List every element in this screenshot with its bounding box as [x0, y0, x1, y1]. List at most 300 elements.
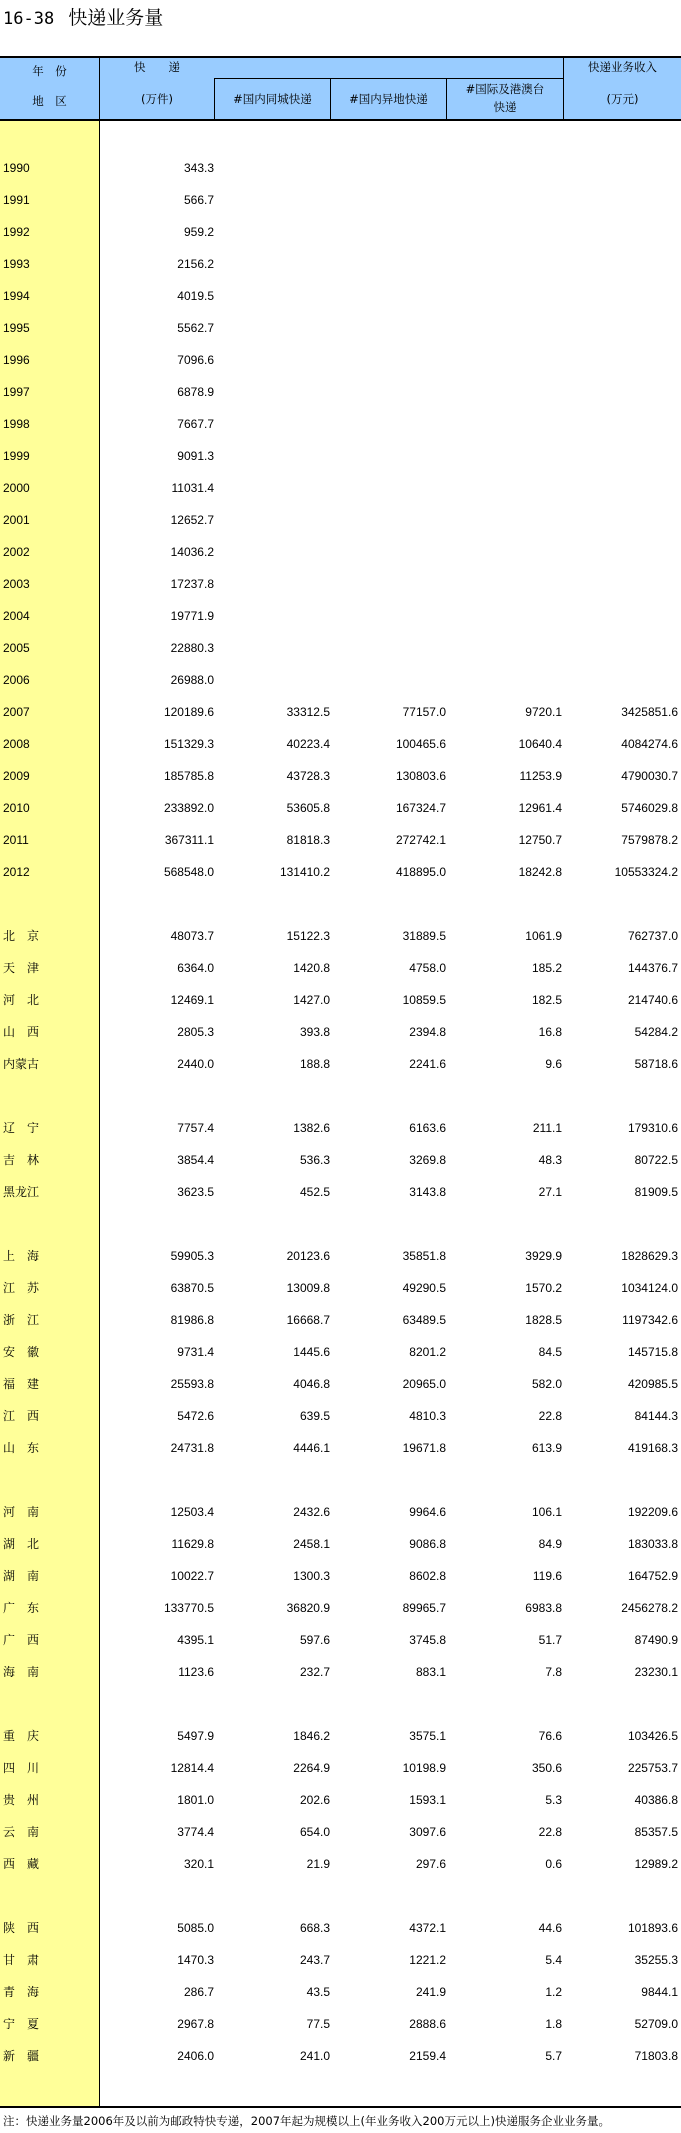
- intra-city-cell: 597.6: [299, 1633, 330, 1647]
- international-cell: 1570.2: [525, 1281, 562, 1295]
- inter-city-cell: 2888.6: [409, 2017, 446, 2031]
- intra-city-cell: 202.6: [299, 1793, 330, 1807]
- inter-city-cell: 1221.2: [409, 1953, 446, 1967]
- inter-city-cell: 8201.2: [409, 1345, 446, 1359]
- inter-city-cell: 3745.8: [409, 1633, 446, 1647]
- table-row: [0, 504, 681, 536]
- express-volume-cell: 11629.8: [171, 1537, 214, 1551]
- intra-city-cell: 1300.3: [293, 1569, 330, 1583]
- intra-city-header: #国内同城快递: [233, 92, 312, 106]
- revenue-cell: 4790030.7: [621, 769, 678, 783]
- table-row: [0, 632, 681, 664]
- row-label: 2002: [3, 545, 30, 559]
- table-row: [0, 312, 681, 344]
- table-row: [0, 2040, 681, 2072]
- international-cell: 84.5: [538, 1345, 562, 1359]
- table-row: [0, 152, 681, 184]
- row-label: 2008: [3, 737, 30, 751]
- row-label: 陕 西: [3, 1921, 40, 1935]
- revenue-cell: 52709.0: [634, 2017, 678, 2031]
- intra-city-cell: 1427.0: [293, 993, 330, 1007]
- intra-city-cell: 77.5: [306, 2017, 330, 2031]
- express-volume-cell: 25593.8: [170, 1377, 214, 1391]
- revenue-cell: 179310.6: [627, 1121, 678, 1135]
- revenue-cell: 84144.3: [634, 1409, 678, 1423]
- row-label: 2011: [3, 833, 29, 847]
- revenue-cell: 1034124.0: [621, 1281, 678, 1295]
- inter-city-cell: 3097.6: [409, 1825, 446, 1839]
- row-label: 2007: [3, 705, 30, 719]
- row-label: 广 东: [3, 1601, 40, 1615]
- revenue-cell: 762737.0: [627, 929, 678, 943]
- intra-city-cell: 36820.9: [286, 1601, 330, 1615]
- inter-city-cell: 89965.7: [402, 1601, 446, 1615]
- revenue-cell: 9844.1: [641, 1985, 678, 1999]
- revenue-cell: 71803.8: [634, 2049, 678, 2063]
- table-row: [0, 1912, 681, 1944]
- international-cell: 1.8: [545, 2017, 562, 2031]
- international-cell: 10640.4: [518, 737, 562, 751]
- spacer-row: [0, 1464, 681, 1496]
- inter-city-header: #国内异地快递: [349, 92, 428, 106]
- table-row: [0, 920, 681, 952]
- table-row: [0, 1240, 681, 1272]
- international-cell: 1061.9: [525, 929, 562, 943]
- row-label: 海 南: [3, 1665, 40, 1679]
- table-row: [0, 1368, 681, 1400]
- revenue-cell: 54284.2: [634, 1025, 678, 1039]
- express-volume-cell: 10022.7: [170, 1569, 214, 1583]
- row-label: 福 建: [3, 1377, 40, 1391]
- intra-city-cell: 53605.8: [286, 801, 330, 815]
- revenue-cell: 1828629.3: [621, 1249, 678, 1263]
- table-row: [0, 952, 681, 984]
- express-volume-cell: 2406.0: [177, 2049, 214, 2063]
- international-cell: 1.2: [545, 1985, 562, 1999]
- table-row: [0, 2008, 681, 2040]
- express-volume-cell: 1470.3: [177, 1953, 214, 1967]
- inter-city-cell: 297.6: [415, 1857, 446, 1871]
- intra-city-cell: 2264.9: [293, 1761, 330, 1775]
- row-label: 山 西: [3, 1025, 40, 1039]
- table-row: [0, 216, 681, 248]
- intra-city-cell: 131410.2: [279, 865, 330, 879]
- international-cell: 119.6: [532, 1569, 562, 1583]
- international-header-line2: 快递: [493, 100, 517, 114]
- table-row: [0, 1720, 681, 1752]
- international-cell: 3929.9: [525, 1249, 562, 1263]
- table-title: [3, 6, 163, 31]
- express-volume-cell: 367311.1: [164, 833, 214, 847]
- intra-city-cell: 1846.2: [293, 1729, 330, 1743]
- intra-city-cell: 241.0: [299, 2049, 330, 2063]
- intra-city-cell: 452.5: [299, 1185, 330, 1199]
- intra-city-cell: 654.0: [299, 1825, 330, 1839]
- express-volume-cell: 4019.5: [177, 289, 214, 303]
- table-row: [0, 408, 681, 440]
- inter-city-cell: 9964.6: [409, 1505, 446, 1519]
- express-header: 快 递: [134, 60, 180, 74]
- inter-city-cell: 2394.8: [409, 1025, 446, 1039]
- row-label: 西 藏: [3, 1857, 40, 1871]
- international-cell: 5.3: [545, 1793, 562, 1807]
- express-volume-cell: 343.3: [183, 161, 214, 175]
- intra-city-cell: 21.9: [306, 1857, 330, 1871]
- revenue-cell: 103426.5: [627, 1729, 678, 1743]
- revenue-cell: 23230.1: [634, 1665, 678, 1679]
- row-label: 1990: [3, 161, 30, 175]
- revenue-unit: (万元): [606, 92, 639, 106]
- express-volume-cell: 22880.3: [170, 641, 214, 655]
- international-cell: 12961.4: [518, 801, 562, 815]
- row-label: 黑龙江: [3, 1185, 40, 1199]
- international-cell: 11253.9: [519, 769, 562, 783]
- table-row: [0, 1304, 681, 1336]
- inter-city-cell: 49290.5: [402, 1281, 446, 1295]
- revenue-cell: 35255.3: [634, 1953, 678, 1967]
- row-label: 2001: [3, 513, 30, 527]
- inter-city-cell: 10198.9: [402, 1761, 446, 1775]
- revenue-cell: 80722.5: [634, 1153, 678, 1167]
- row-label: 1995: [3, 321, 30, 335]
- row-label: 四 川: [3, 1761, 40, 1775]
- express-volume-cell: 151329.3: [163, 737, 214, 751]
- row-label: 2009: [3, 769, 30, 783]
- row-label: 河 北: [3, 993, 40, 1007]
- express-volume-cell: 4395.1: [177, 1633, 214, 1647]
- revenue-cell: 12989.2: [634, 1857, 678, 1871]
- express-volume-cell: 1123.6: [178, 1665, 214, 1679]
- inter-city-cell: 130803.6: [395, 769, 446, 783]
- table-row: [0, 984, 681, 1016]
- table-row: [0, 440, 681, 472]
- inter-city-cell: 3575.1: [409, 1729, 446, 1743]
- express-volume-cell: 12814.4: [170, 1761, 214, 1775]
- international-cell: 22.8: [538, 1409, 562, 1423]
- revenue-cell: 7579878.2: [621, 833, 678, 847]
- international-cell: 6983.8: [525, 1601, 562, 1615]
- express-volume-cell: 17237.8: [170, 577, 214, 591]
- international-cell: 211.1: [532, 1121, 562, 1135]
- international-cell: 9.6: [545, 1057, 562, 1071]
- revenue-cell: 87490.9: [634, 1633, 678, 1647]
- row-label: 2012: [3, 865, 30, 879]
- intra-city-cell: 2432.6: [293, 1505, 330, 1519]
- table-number: 16-38: [3, 9, 55, 29]
- inter-city-cell: 10859.5: [402, 993, 446, 1007]
- inter-city-cell: 2241.6: [409, 1057, 446, 1071]
- express-volume-cell: 3854.4: [177, 1153, 214, 1167]
- express-volume-cell: 133770.5: [163, 1601, 214, 1615]
- table-row: [0, 664, 681, 696]
- table-row: [0, 1656, 681, 1688]
- table-row: [0, 1784, 681, 1816]
- row-label: 浙 江: [3, 1313, 40, 1327]
- inter-city-cell: 100465.6: [395, 737, 446, 751]
- revenue-cell: 101893.6: [627, 1921, 678, 1935]
- row-label: 云 南: [3, 1825, 40, 1839]
- table-row: [0, 728, 681, 760]
- express-volume-cell: 9731.4: [177, 1345, 214, 1359]
- table-row: [0, 1272, 681, 1304]
- row-label: 宁 夏: [3, 2017, 40, 2031]
- inter-city-cell: 77157.0: [402, 705, 446, 719]
- express-volume-cell: 24731.8: [170, 1441, 214, 1455]
- intra-city-cell: 393.8: [299, 1025, 330, 1039]
- row-label: 1993: [3, 257, 30, 271]
- row-label: 江 苏: [3, 1281, 40, 1295]
- row-label: 天 津: [3, 961, 40, 975]
- intra-city-cell: 1382.6: [293, 1121, 330, 1135]
- table-row: [0, 1624, 681, 1656]
- table-row: [0, 536, 681, 568]
- express-volume-cell: 11031.4: [171, 481, 214, 495]
- international-cell: 613.9: [531, 1441, 562, 1455]
- express-volume-cell: 12652.7: [170, 513, 214, 527]
- express-unit: (万件): [141, 92, 173, 106]
- row-label: 2010: [3, 801, 30, 815]
- express-volume-cell: 120189.6: [163, 705, 214, 719]
- international-cell: 185.2: [531, 961, 562, 975]
- row-label: 甘 肃: [3, 1953, 40, 1967]
- express-volume-cell: 959.2: [183, 225, 214, 239]
- intra-city-cell: 33312.5: [286, 705, 330, 719]
- express-volume-cell: 3623.5: [177, 1185, 214, 1199]
- table-row: [0, 1560, 681, 1592]
- intra-city-cell: 43.5: [306, 1985, 330, 1999]
- row-label: 吉 林: [3, 1153, 40, 1167]
- intra-city-cell: 13009.8: [286, 1281, 330, 1295]
- row-label: 安 徽: [3, 1345, 40, 1359]
- inter-city-cell: 241.9: [415, 1985, 446, 1999]
- table-row: [0, 792, 681, 824]
- row-label: 1997: [3, 385, 30, 399]
- inter-city-cell: 3269.8: [409, 1153, 446, 1167]
- inter-city-cell: 8602.8: [409, 1569, 446, 1583]
- row-label: 贵 州: [3, 1793, 40, 1807]
- international-cell: 12750.7: [518, 833, 562, 847]
- express-volume-cell: 19771.9: [170, 609, 214, 623]
- row-label: 1991: [3, 193, 30, 207]
- table-row: [0, 1336, 681, 1368]
- spacer-row: [0, 1208, 681, 1240]
- table-row: [0, 1848, 681, 1880]
- table-row: [0, 1400, 681, 1432]
- table-row: [0, 1752, 681, 1784]
- table-row: [0, 1944, 681, 1976]
- international-cell: 1828.5: [525, 1313, 562, 1327]
- revenue-cell: 214740.6: [627, 993, 678, 1007]
- intra-city-cell: 536.3: [299, 1153, 330, 1167]
- table-row: [0, 856, 681, 888]
- express-volume-cell: 3774.4: [177, 1825, 214, 1839]
- row-label: 内蒙古: [3, 1057, 40, 1071]
- international-cell: 350.6: [531, 1761, 562, 1775]
- inter-city-cell: 4758.0: [409, 961, 446, 975]
- stub-header-region: 地 区: [32, 94, 67, 108]
- express-volume-cell: 12503.4: [170, 1505, 214, 1519]
- table-row: [0, 344, 681, 376]
- row-label: 新 疆: [3, 2049, 40, 2063]
- table-row: [0, 1432, 681, 1464]
- table-row: [0, 568, 681, 600]
- table-row: [0, 376, 681, 408]
- inter-city-cell: 167324.7: [395, 801, 446, 815]
- row-label: 1992: [3, 225, 30, 239]
- international-header-line1: #国际及港澳台: [465, 82, 545, 96]
- revenue-cell: 1197342.6: [622, 1313, 678, 1327]
- table-row: [0, 1816, 681, 1848]
- express-volume-cell: 6364.0: [177, 961, 214, 975]
- international-cell: 76.6: [538, 1729, 562, 1743]
- inter-city-cell: 31889.5: [402, 929, 446, 943]
- stub-header-year: 年 份: [32, 64, 67, 78]
- row-label: 2006: [3, 673, 30, 687]
- revenue-cell: 144376.7: [627, 961, 678, 975]
- express-volume-cell: 7667.7: [177, 417, 214, 431]
- express-volume-cell: 7096.6: [177, 353, 214, 367]
- inter-city-cell: 9086.8: [409, 1537, 446, 1551]
- international-cell: 22.8: [538, 1825, 562, 1839]
- express-volume-cell: 59905.3: [170, 1249, 214, 1263]
- row-label: 重 庆: [3, 1729, 40, 1743]
- express-volume-cell: 5497.9: [177, 1729, 214, 1743]
- row-label: 1994: [3, 289, 30, 303]
- inter-city-cell: 4810.3: [409, 1409, 446, 1423]
- inter-city-cell: 19671.8: [402, 1441, 446, 1455]
- revenue-cell: 419168.3: [627, 1441, 678, 1455]
- international-cell: 0.6: [545, 1857, 562, 1871]
- international-cell: 582.0: [531, 1377, 562, 1391]
- intra-city-cell: 668.3: [299, 1921, 330, 1935]
- row-label: 河 南: [3, 1505, 40, 1519]
- international-cell: 106.1: [531, 1505, 562, 1519]
- row-label: 山 东: [3, 1441, 40, 1455]
- international-cell: 44.6: [538, 1921, 562, 1935]
- international-cell: 182.5: [531, 993, 562, 1007]
- table-row: [0, 1112, 681, 1144]
- table-row: [0, 760, 681, 792]
- table-row: [0, 600, 681, 632]
- express-volume-cell: 1801.0: [177, 1793, 214, 1807]
- table-row: [0, 248, 681, 280]
- express-volume-cell: 5562.7: [177, 321, 214, 335]
- row-label: 2000: [3, 481, 30, 495]
- intra-city-cell: 15122.3: [286, 929, 330, 943]
- express-subheader-rule: [214, 78, 564, 79]
- table-row: [0, 184, 681, 216]
- international-cell: 7.8: [545, 1665, 562, 1679]
- footnote: 注：快递业务量2006年及以前为邮政特快专递，2007年起为规模以上(年业务收入200万元以上)快递服务企业业务量。: [3, 2114, 610, 2128]
- revenue-cell: 5746029.8: [621, 801, 678, 815]
- revenue-cell: 81909.5: [634, 1185, 678, 1199]
- row-label: 江 西: [3, 1409, 40, 1423]
- revenue-header: 快递业务收入: [588, 60, 657, 74]
- express-volume-cell: 2805.3: [177, 1025, 214, 1039]
- header-bottom-rule: [0, 119, 681, 121]
- table-row: [0, 1176, 681, 1208]
- express-volume-cell: 14036.2: [170, 545, 214, 559]
- inter-city-cell: 883.1: [415, 1665, 446, 1679]
- intra-city-cell: 4446.1: [293, 1441, 330, 1455]
- express-volume-cell: 286.7: [183, 1985, 214, 1999]
- revenue-cell: 3425851.6: [621, 705, 678, 719]
- express-volume-cell: 568548.0: [163, 865, 214, 879]
- table-row: [0, 280, 681, 312]
- revenue-cell: 58718.6: [634, 1057, 678, 1071]
- express-volume-cell: 6878.9: [177, 385, 214, 399]
- table-row: [0, 1528, 681, 1560]
- express-volume-cell: 5085.0: [177, 1921, 214, 1935]
- international-cell: 51.7: [538, 1633, 562, 1647]
- revenue-cell: 183033.8: [627, 1537, 678, 1551]
- table-row: [0, 1144, 681, 1176]
- data-table: [0, 56, 681, 2108]
- express-volume-cell: 7757.4: [177, 1121, 214, 1135]
- inter-city-cell: 6163.6: [409, 1121, 446, 1135]
- row-label: 广 西: [3, 1633, 40, 1647]
- row-label: 辽 宁: [3, 1121, 40, 1135]
- table-row: [0, 1592, 681, 1624]
- intra-city-cell: 20123.6: [286, 1249, 330, 1263]
- express-volume-cell: 185785.8: [163, 769, 214, 783]
- international-cell: 48.3: [538, 1153, 562, 1167]
- express-volume-cell: 2156.2: [177, 257, 214, 271]
- table-row: [0, 824, 681, 856]
- spacer-row: [0, 888, 681, 920]
- row-label: 青 海: [3, 1985, 40, 1999]
- international-cell: 5.4: [545, 1953, 562, 1967]
- table-row: [0, 1496, 681, 1528]
- row-label: 2003: [3, 577, 30, 591]
- inter-city-cell: 2159.4: [409, 2049, 446, 2063]
- revenue-cell: 10553324.2: [614, 865, 678, 879]
- intra-city-cell: 4046.8: [293, 1377, 330, 1391]
- express-volume-cell: 12469.1: [170, 993, 214, 1007]
- inter-city-cell: 1593.1: [409, 1793, 446, 1807]
- intra-city-cell: 16668.7: [286, 1313, 330, 1327]
- revenue-cell: 40386.8: [634, 1793, 678, 1807]
- intra-city-cell: 639.5: [299, 1409, 330, 1423]
- intra-city-cell: 43728.3: [286, 769, 330, 783]
- express-volume-cell: 9091.3: [177, 449, 214, 463]
- inter-city-cell: 20965.0: [402, 1377, 446, 1391]
- inter-city-cell: 3143.8: [409, 1185, 446, 1199]
- row-label: 北 京: [3, 929, 40, 943]
- intra-city-cell: 232.7: [299, 1665, 330, 1679]
- row-label: 2005: [3, 641, 30, 655]
- spacer-row: [0, 1880, 681, 1912]
- spacer-row: [0, 1080, 681, 1112]
- inter-city-cell: 35851.8: [402, 1249, 446, 1263]
- table-row: [0, 696, 681, 728]
- revenue-cell: 225753.7: [627, 1761, 678, 1775]
- row-label: 1998: [3, 417, 30, 431]
- table-row: [0, 1048, 681, 1080]
- intra-city-cell: 243.7: [299, 1953, 330, 1967]
- inter-city-cell: 63489.5: [402, 1313, 446, 1327]
- international-cell: 18242.8: [518, 865, 562, 879]
- table-row: [0, 1976, 681, 2008]
- intra-city-cell: 40223.4: [286, 737, 330, 751]
- row-label: 2004: [3, 609, 30, 623]
- express-volume-cell: 48073.7: [170, 929, 214, 943]
- spacer-row: [0, 1688, 681, 1720]
- intra-city-cell: 188.8: [299, 1057, 330, 1071]
- revenue-cell: 420985.5: [627, 1377, 678, 1391]
- intra-city-cell: 1420.8: [293, 961, 330, 975]
- express-volume-cell: 233892.0: [163, 801, 214, 815]
